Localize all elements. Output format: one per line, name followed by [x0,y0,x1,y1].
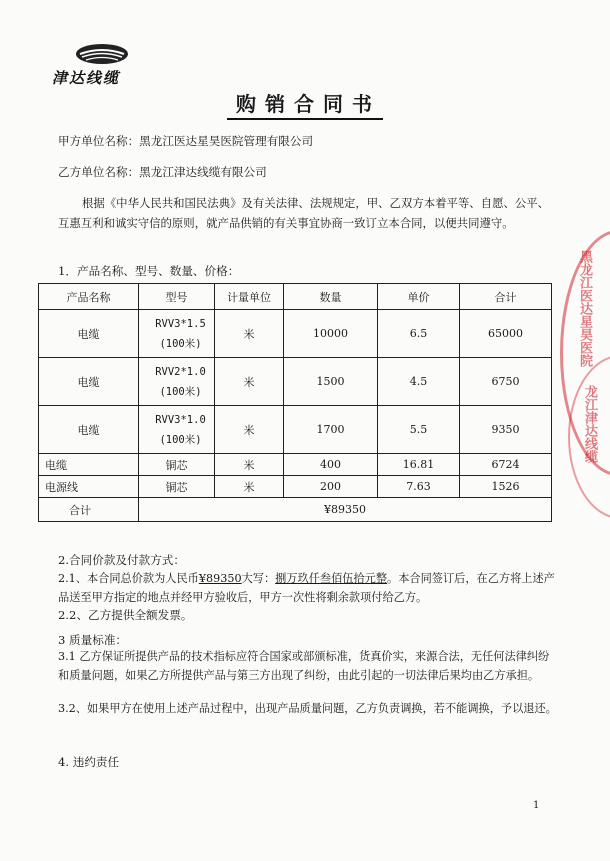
sum-label: 合计 [39,498,139,522]
section-3-2: 3.2、如果甲方在使用上述产品过程中，出现产品质量问题，乙方负责调换，若不能调换，予以退还。 [58,702,557,715]
product-model: 铜芯 [139,476,215,498]
party-a-value: 黑龙江医达星昊医院管理有限公司 [139,134,314,148]
product-name: 电源线 [39,476,139,498]
section-1-heading: 1．产品名称、型号、数量、价格： [58,264,240,278]
table-row [39,476,552,498]
logo-text: 津达线缆 [52,69,121,87]
product-unit: 米 [215,358,284,406]
product-total: 6724 [460,454,552,476]
product-total: 1526 [460,476,552,498]
product-name: 电缆 [39,454,139,476]
section-4-heading: 4. 违约责任 [58,755,120,769]
product-price: 6.5 [378,310,460,358]
section-3-1: 3.1 乙方保证所提供产品的技术指标应符合国家或部颁标准，货真价实，来源合法，无任何法律纠纷和质量问题，如果乙方所提供产品与第三方出现了纠纷，由此引起的一切法律后果均由乙方承担。 [58,650,550,682]
section-3-heading: 3 质量标准： [58,633,128,647]
table-sum-row [39,498,552,522]
table-header-row [39,284,552,310]
section-2-1: 2.1、本合同总价款为人民币¥89350大写：捌万玖仟叁佰伍拾元整。本合同签订后，在乙方将上述产品送至甲方指定的地点并经甲方验收后，甲方一次性将剩余款项付给乙方。 [58,572,555,604]
table-header: 计量单位 [215,284,284,310]
product-total: 65000 [460,310,552,358]
product-total: 9350 [460,406,552,454]
table-row [39,358,552,406]
product-model: RVV3*1.0 (100米) [139,406,215,454]
document-title: 购销合同书 [0,88,610,117]
party-b-label: 乙方单位名称： [58,165,140,179]
stamp-text: 黑龙江医达星昊医院 [577,250,592,367]
section-2-2: 2.2、乙方提供全额发票。 [58,608,193,622]
product-qty: 1700 [284,406,378,454]
stamp-text-2: 龙江津达线缆 [582,385,597,463]
product-qty: 400 [284,454,378,476]
product-price: 16.81 [378,454,460,476]
product-model: RVV2*1.0 (100米) [139,358,215,406]
product-table [38,283,552,522]
product-name: 电缆 [39,358,139,406]
product-unit: 米 [215,476,284,498]
product-price: 4.5 [378,358,460,406]
product-model: 铜芯 [139,454,215,476]
page-number: 1 [533,800,540,811]
product-qty: 200 [284,476,378,498]
product-qty: 1500 [284,358,378,406]
table-row [39,406,552,454]
product-total: 6750 [460,358,552,406]
party-b-line [58,164,267,180]
total-amount: ¥89350 [198,572,242,585]
product-price: 7.63 [378,476,460,498]
product-unit: 米 [215,454,284,476]
table-header: 产品名称 [39,284,139,310]
sum-value: ¥89350 [139,498,552,522]
table-header: 合计 [460,284,552,310]
table-header: 数量 [284,284,378,310]
product-unit: 米 [215,310,284,358]
party-a-label: 甲方单位名称： [58,134,140,148]
total-amount-upper: 捌万玖仟叁佰伍拾元整 [275,572,388,585]
table-row [39,454,552,476]
product-name: 电缆 [39,310,139,358]
product-qty: 10000 [284,310,378,358]
product-price: 5.5 [378,406,460,454]
party-a-line [58,133,313,149]
logo-emblem-icon [74,42,130,66]
table-header: 型号 [139,284,215,310]
company-logo [52,42,152,88]
product-unit: 米 [215,406,284,454]
table-header: 单价 [378,284,460,310]
section-2-heading: 2.合同价款及付款方式： [58,553,185,567]
product-model: RVV3*1.5 (100米) [139,310,215,358]
table-row [39,310,552,358]
intro-paragraph: 根据《中华人民共和国民法典》及有关法律、法规规定，甲、乙双方本着平等、自愿、公平、互惠互利和诚实守信的原则，就产品供销的有关事宜协商一致订立本合同，以便共同遵守。 [58,196,550,230]
party-b-value: 黑龙江津达线缆有限公司 [139,165,267,179]
product-name: 电缆 [39,406,139,454]
